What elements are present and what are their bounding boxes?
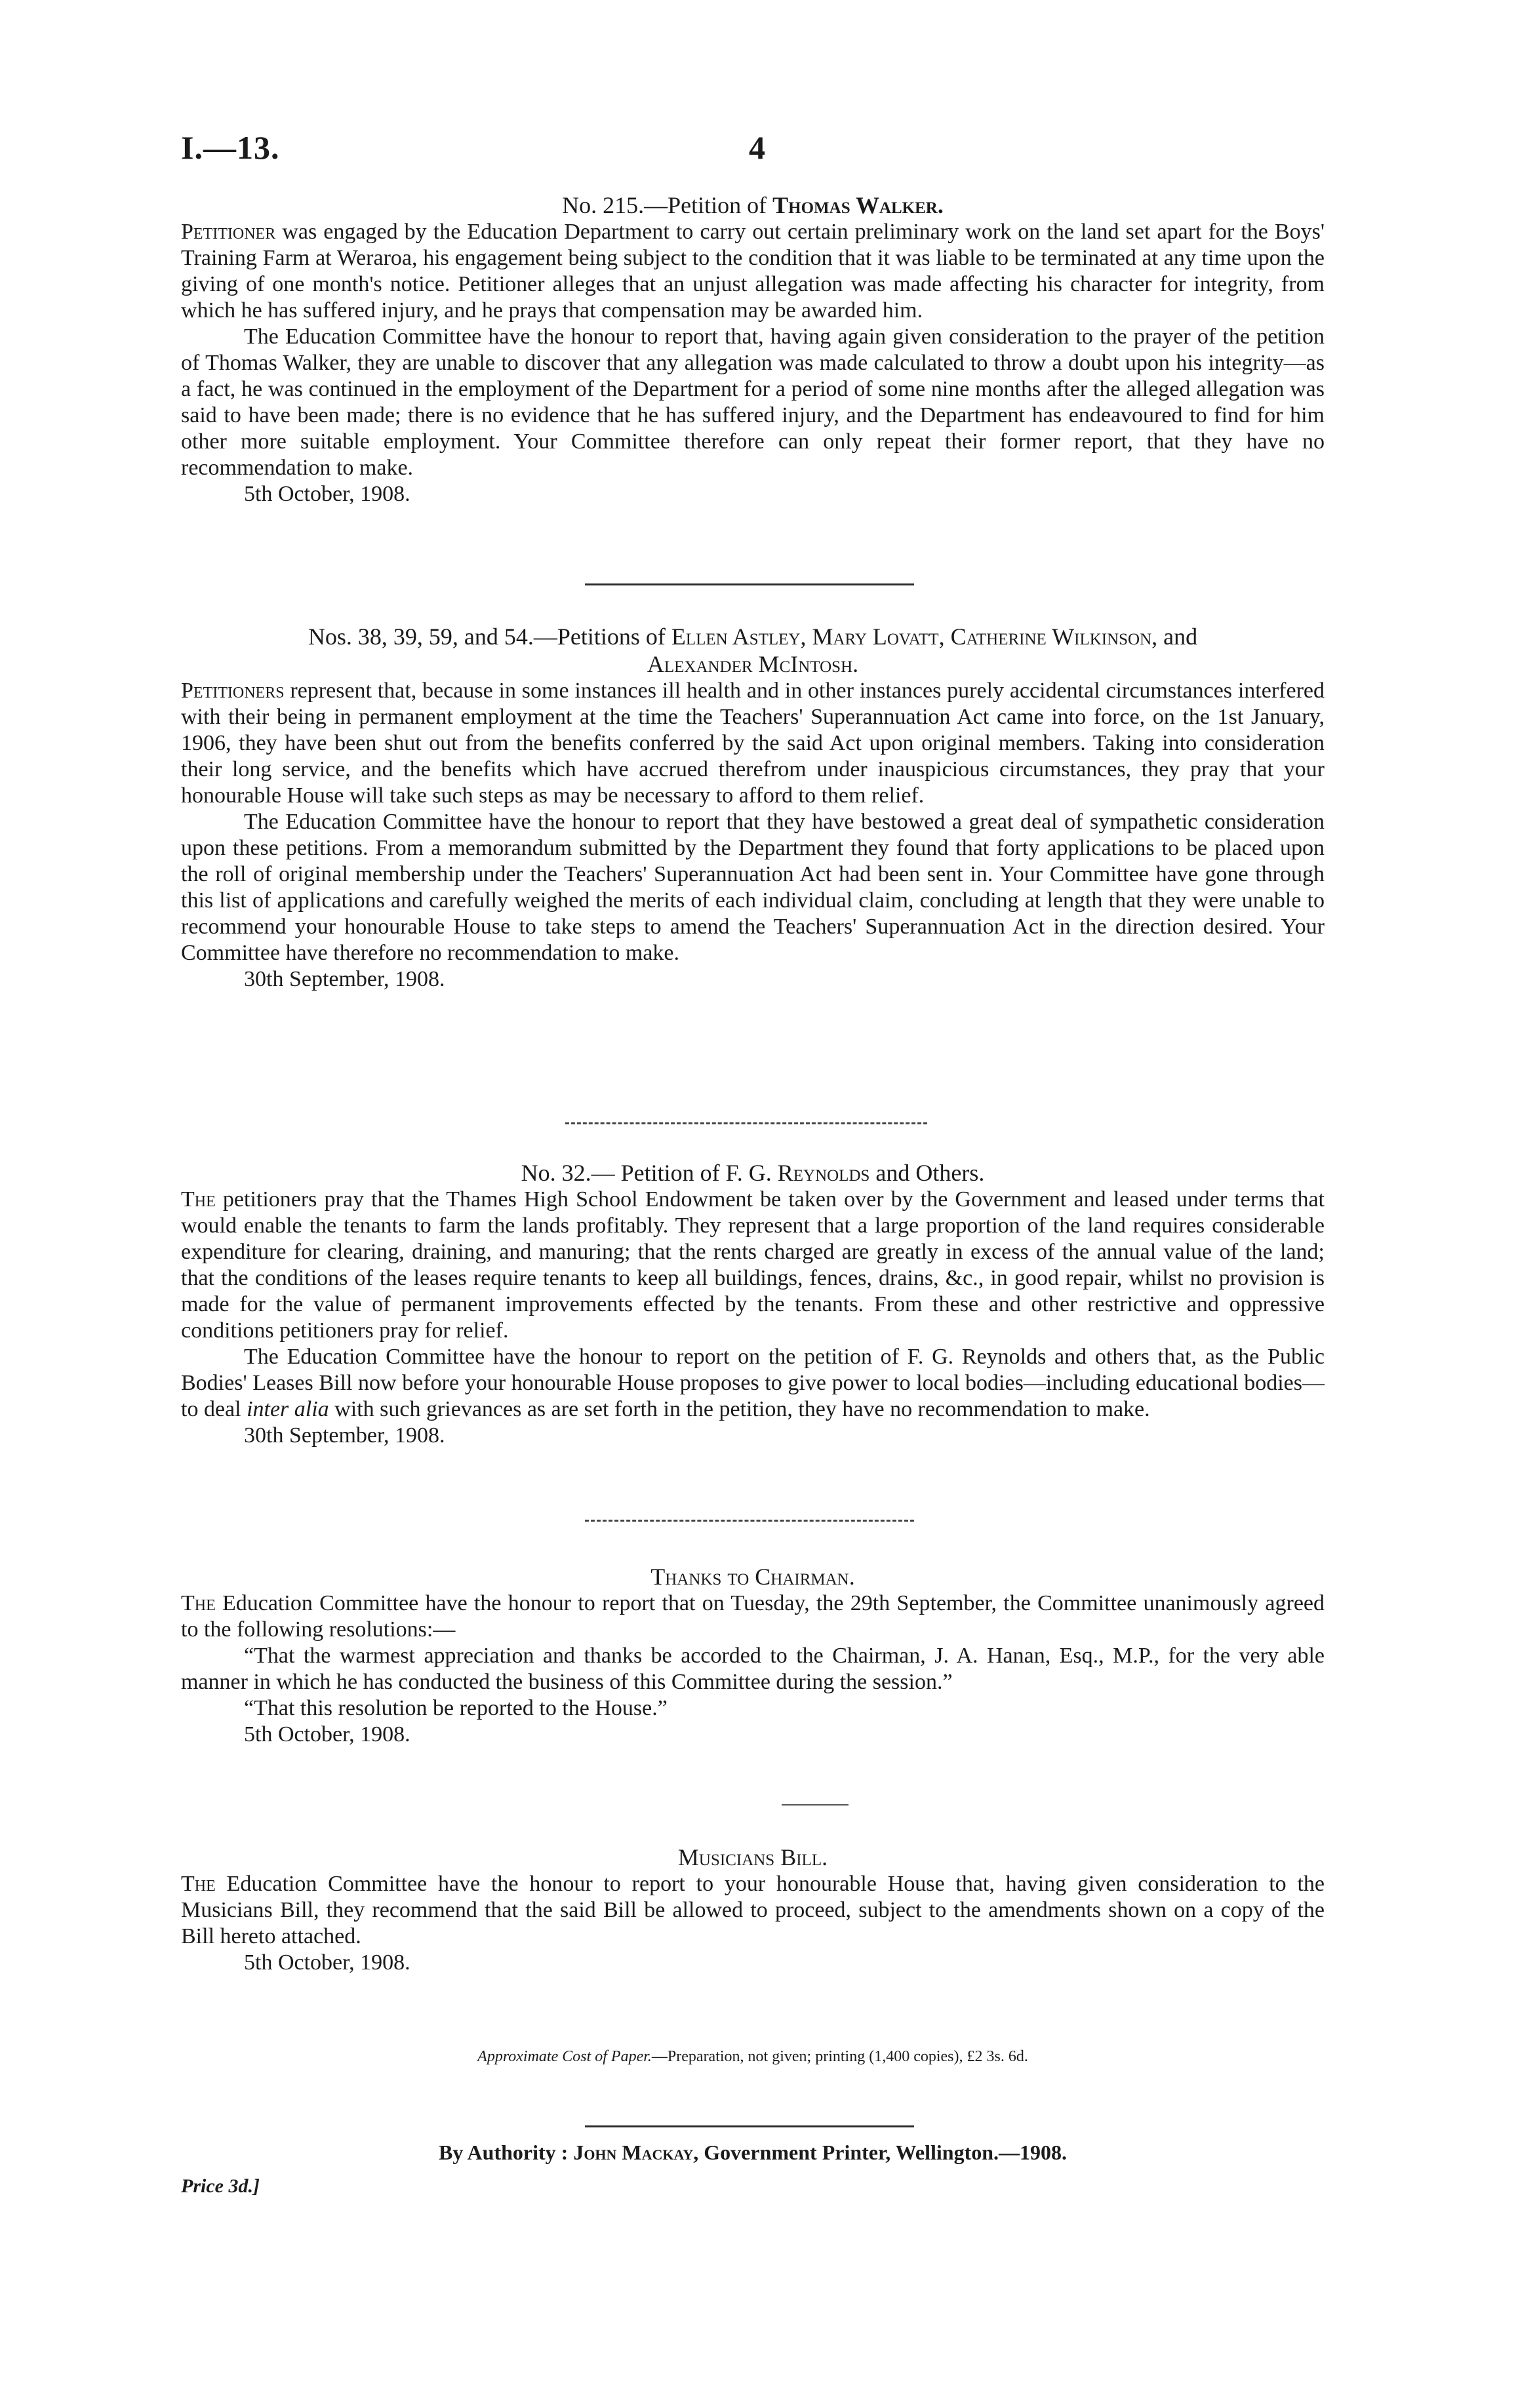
section-heading: Thanks to Chairman. [650,1564,855,1590]
paragraph-text: with such grievances as are set forth in the petition, they have no recommendation to make. [329,1397,1150,1421]
cost-text: —Preparation, not given; printing (1,400 copies), £2 3s. 6d. [651,2048,1028,2065]
report-date: 30th September, 1908. [244,967,445,991]
heading-text: No. 215.—Petition of [562,192,773,218]
report-date: 30th September, 1908. [244,1423,445,1448]
petitioner-name: Thomas Walker. [772,192,944,218]
section-heading [181,1159,1325,1187]
section-astley [181,623,1325,993]
section-heading [181,191,1325,219]
petition-summary [181,1187,1325,1344]
paragraph-text: Education Committee have the honour to report to your honourable House that, having given consideration to the Musicians Bill, they recommend that the said Bill be allowed to proceed, subject to the amendments shown on a copy of the Bill hereto attached. [181,1872,1325,1948]
cost-of-paper [181,2048,1325,2066]
lead-word: Petitioners [181,679,285,703]
petition-summary [181,678,1325,809]
report-text [181,1871,1325,1950]
petitioner-name: Reynolds [777,1160,870,1186]
committee-report: The Education Committee have the honour to report that they have bestowed a great deal of sympathetic consideration upon these petitions. From a memorandum submitted by the Department they found that forty applications to be placed upon the roll of original membership under the Teachers' Superannuation Act had been sent in. Your Committee have gone through this list of applications and carefully weighed the merits of each individual claim, concluding at length that they were unable to recommend your honourable House to take steps to amend the Teachers' Superannuation Act in the direction desired. Your Committee have therefore no recommendation to make. [181,810,1325,965]
page-number: 4 [749,129,765,166]
petition-summary [181,219,1325,324]
authority-prefix: By Authority : [438,2141,574,2164]
section-walker [181,191,1325,507]
report-date: 5th October, 1908. [244,1722,410,1747]
authority-rule [585,2125,914,2127]
printer-authority [181,2141,1325,2165]
section-divider [782,1804,849,1806]
price: Price 3d.] [181,2175,260,2197]
committee-report [181,1344,1325,1423]
authority-suffix: , Government Printer, Wellington.—1908. [693,2141,1068,2164]
report-date: 5th October, 1908. [244,482,410,506]
report-date: 5th October, 1908. [244,1950,410,1975]
paragraph-text: represent that, because in some instances ill health and in other instances purely accidental circumstances interfered with their being in permanent employment at the time the Teachers' Superannuation Act came into force, on the 1st January, 1906, they have been shut out from the benefits conferred by the said Act upon original members. Taking into consideration their long service, and the benefits which have accrued therefrom under inauspicious circumstances, they pray that your honourable House will take such steps as may be necessary to afford to them relief. [181,679,1325,808]
petitioner-names-line2: Alexander McIntosh. [647,651,859,677]
petitioner-names: Ellen Astley, Mary Lovatt, Catherine Wilkinson, [671,623,1158,650]
committee-report: The Education Committee have the honour to report that, having again given consideration to the prayer of the petition of Thomas Walker, they are unable to discover that any allegation was made calculated to throw a doubt upon his integrity—as a fact, he was continued in the employment of the Department for a period of some nine months after the alleged allegation was said to have been made; there is no evidence that he has suffered injury, and the Department has endeavoured to find for him other more suitable employment. Your Committee therefore can only repeat their former report, that they have no recommendation to make. [181,325,1325,480]
heading-conjunction: and [1157,623,1198,650]
heading-text: No. 32.— Petition of F. G. [521,1160,778,1186]
report-intro [181,1590,1325,1643]
section-divider [565,1122,927,1124]
section-heading: Musicians Bill. [677,1844,828,1870]
lead-word: Petitioner [181,220,276,244]
paragraph-text: Education Committee have the honour to report that on Tuesday, the 29th September, the Committee unanimously agreed to the following resolutions:— [181,1591,1325,1642]
paragraph-text: The Education Committee have the honour to report on the petition of F. G. Reynolds and others that, as the Public Bodies' Leases Bill now before your honourable House proposes to give power to local bodies—including educational bodies—to deal [181,1345,1325,1421]
paragraph-text: petitioners pray that the Thames High School Endowment be taken over by the Government and leased under terms that would enable the tenants to farm the lands profitably. They represent that a large proportion of the land requires considerable expenditure for clearing, draining, and manuring; that the rents charged are greatly in excess of the annual value of the land; that the conditions of the leases require tenants to keep all buildings, fences, drains, &c., in good repair, whilst no provision is made for the value of permanent improvements effected by the tenants. From these and other restrictive and oppressive conditions petitioners pray for relief. [181,1187,1325,1343]
printer-name: John Mackay [573,2141,694,2164]
lead-word: The [181,1872,216,1896]
section-thanks [181,1563,1325,1748]
lead-word: The [181,1187,216,1212]
section-musicians [181,1844,1325,1976]
section-divider [585,583,914,585]
paper-reference: I.—13. [181,129,280,166]
lead-word: The [181,1591,216,1615]
section-heading [181,623,1325,678]
heading-suffix: and Others. [869,1160,985,1186]
resolution-quote: “That this resolution be reported to the House.” [244,1696,668,1720]
latin-phrase: inter alia [247,1397,329,1421]
heading-text: Nos. 38, 39, 59, and 54.—Petitions of [308,623,671,650]
section-divider [585,1520,914,1522]
cost-label: Approximate Cost of Paper. [477,2048,652,2065]
paragraph-text: was engaged by the Education Department to carry out certain preliminary work on the land set apart for the Boys' Training Farm at Weraroa, his engagement being subject to the condition that it was liable to be terminated at any time upon the giving of one month's notice. Petitioner alleges that an unjust allegation was made affecting his character for integrity, from which he has suffered injury, and he prays that compensation may be awarded him. [181,220,1325,323]
section-reynolds [181,1159,1325,1449]
resolution-quote: “That the warmest appreciation and thanks be accorded to the Chairman, J. A. Hanan, Esq., M.P., for the very able manner in which he has conducted the business of this Committee during the session.” [181,1644,1325,1694]
